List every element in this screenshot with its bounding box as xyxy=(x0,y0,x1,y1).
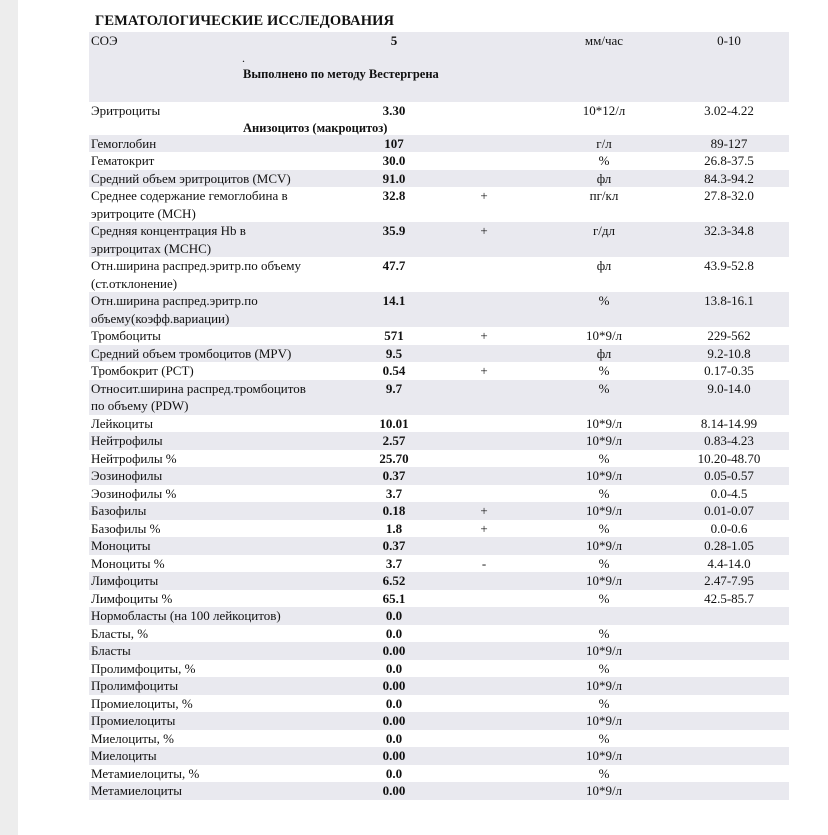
param-value: 91.0 xyxy=(382,170,406,186)
param-name: Лейкоциты xyxy=(91,415,153,431)
param-unit: 10*9/л xyxy=(585,748,623,763)
table-row xyxy=(89,485,789,503)
esr-name: СОЭ xyxy=(91,33,118,48)
param-value: 3.7 xyxy=(385,555,403,571)
anisocytosis-note: Анизоцитоз (макроцитоз) xyxy=(243,121,388,135)
param-ref: 42.5-85.7 xyxy=(704,590,754,606)
table-row xyxy=(89,747,789,765)
param-ref: 0.05-0.57 xyxy=(704,468,754,483)
table-row xyxy=(89,380,789,415)
table-row xyxy=(89,102,789,120)
param-ref: 0.17-0.35 xyxy=(704,363,754,378)
report-sheet xyxy=(18,0,828,835)
table-row xyxy=(89,537,789,555)
param-name: Бласты, % xyxy=(91,625,149,641)
param-flag: + xyxy=(480,520,488,536)
param-value: 10.01 xyxy=(379,415,409,431)
table-row xyxy=(89,502,789,520)
param-flag: + xyxy=(480,188,488,203)
param-unit: 10*9/л xyxy=(585,503,623,518)
param-unit: % xyxy=(598,485,610,501)
table-row xyxy=(89,345,789,363)
param-unit: % xyxy=(598,625,610,641)
table-row xyxy=(89,555,789,573)
param-value: 32.8 xyxy=(382,188,406,203)
param-value: 1.8 xyxy=(385,520,403,536)
table-row xyxy=(89,415,789,433)
param-ref: 9.2-10.8 xyxy=(707,345,751,361)
param-name: Тромбоциты xyxy=(91,328,161,343)
param-value: 0.0 xyxy=(385,765,403,781)
table-row xyxy=(89,362,789,380)
param-flag: + xyxy=(480,328,488,343)
esr-unit: мм/час xyxy=(584,33,624,48)
param-unit: % xyxy=(598,153,610,168)
param-value: 0.00 xyxy=(382,643,406,658)
param-name: Среднее содержание гемоглобина в xyxy=(91,188,288,203)
param-unit: 10*9/л xyxy=(585,713,623,728)
param-name: Миелоциты xyxy=(91,748,157,763)
param-name: Гематокрит xyxy=(91,153,155,168)
param-value: 0.0 xyxy=(385,608,403,623)
param-name: Метамиелоциты xyxy=(91,783,183,798)
table-row xyxy=(89,642,789,660)
param-value: 30.0 xyxy=(382,153,406,168)
param-name: Относит.ширина распред.тромбоцитов xyxy=(91,380,306,396)
table-row xyxy=(89,432,789,450)
param-ref: 2.47-7.95 xyxy=(704,573,754,588)
param-value: 3.30 xyxy=(382,103,406,118)
param-ref: 26.8-37.5 xyxy=(704,153,754,168)
param-value: 65.1 xyxy=(382,590,406,606)
param-ref: 8.14-14.99 xyxy=(700,415,758,431)
esr-value: 5 xyxy=(390,33,398,48)
param-unit: % xyxy=(598,730,610,746)
param-name: Тромбокрит (PCT) xyxy=(91,363,194,378)
param-unit: % xyxy=(598,363,610,378)
table-row xyxy=(89,327,789,345)
param-name: Средний объем эритроцитов (MCV) xyxy=(91,170,291,186)
param-unit: фл xyxy=(596,170,612,186)
param-value: 0.00 xyxy=(382,748,406,763)
param-unit: 10*9/л xyxy=(585,783,623,798)
param-name-cont: эритроцитах (MCHC) xyxy=(91,240,212,256)
param-value: 0.0 xyxy=(385,730,403,746)
param-name: Пролимфоциты, % xyxy=(91,660,196,676)
esr-row xyxy=(89,32,789,102)
param-unit: 10*9/л xyxy=(585,433,623,448)
param-ref: 229-562 xyxy=(707,328,751,343)
table-row xyxy=(89,660,789,678)
param-value: 3.7 xyxy=(385,485,403,501)
table-row xyxy=(89,572,789,590)
table-row xyxy=(89,187,789,222)
param-value: 0.00 xyxy=(382,678,406,693)
table-row xyxy=(89,695,789,713)
param-name: Отн.ширина распред.эритр.по объему xyxy=(91,258,301,273)
param-name: Метамиелоциты, % xyxy=(91,765,200,781)
param-name: Нормобласты (на 100 лейкоцитов) xyxy=(91,608,281,623)
param-value: 6.52 xyxy=(382,573,406,588)
param-name: Нейтрофилы % xyxy=(91,450,177,466)
param-ref: 9.0-14.0 xyxy=(707,380,751,396)
param-ref: 0.01-0.07 xyxy=(704,503,754,518)
param-name: Лимфоциты % xyxy=(91,590,173,606)
param-name: Базофилы xyxy=(91,503,147,518)
param-ref: 0.83-4.23 xyxy=(704,433,754,448)
param-flag: + xyxy=(480,223,488,238)
table-row xyxy=(89,467,789,485)
param-unit: 10*9/л xyxy=(585,643,623,658)
param-unit: 10*9/л xyxy=(585,468,623,483)
table-row xyxy=(89,765,789,783)
param-value: 571 xyxy=(384,328,404,343)
param-unit: % xyxy=(598,765,610,781)
param-value: 0.0 xyxy=(385,695,403,711)
table-row xyxy=(89,292,789,327)
param-value: 35.9 xyxy=(382,223,406,238)
table-row xyxy=(89,677,789,695)
param-name-cont: (ст.отклонение) xyxy=(91,275,178,291)
param-value: 25.70 xyxy=(379,450,409,466)
param-name: Эритроциты xyxy=(91,103,161,118)
param-ref: 4.4-14.0 xyxy=(707,555,751,571)
param-ref: 0.28-1.05 xyxy=(704,538,754,553)
param-name: Промиелоциты xyxy=(91,713,176,728)
table-row xyxy=(89,257,789,292)
param-name-cont: объему(коэфф.вариации) xyxy=(91,310,230,326)
param-value: 0.00 xyxy=(382,713,406,728)
param-name: Гемоглобин xyxy=(91,135,157,151)
param-value: 0.0 xyxy=(385,625,403,641)
param-unit: % xyxy=(598,660,610,676)
param-name: Эозинофилы xyxy=(91,468,163,483)
param-ref: 32.3-34.8 xyxy=(704,223,754,238)
param-value: 0.18 xyxy=(382,503,406,518)
table-row xyxy=(89,730,789,748)
param-value: 9.7 xyxy=(385,380,403,396)
param-value: 9.5 xyxy=(385,345,403,361)
table-row xyxy=(89,782,789,800)
table-row xyxy=(89,135,789,153)
table-row xyxy=(89,222,789,257)
param-unit: % xyxy=(598,450,610,466)
table-row xyxy=(89,170,789,188)
param-name: Лимфоциты xyxy=(91,573,159,588)
param-name: Средний объем тромбоцитов (MPV) xyxy=(91,345,292,361)
param-unit: фл xyxy=(596,258,612,273)
param-value: 0.00 xyxy=(382,783,406,798)
table-row xyxy=(89,450,789,468)
param-name: Нейтрофилы xyxy=(91,433,163,448)
param-value: 0.54 xyxy=(382,363,406,378)
table-row xyxy=(89,712,789,730)
table-row xyxy=(89,152,789,170)
param-name: Базофилы % xyxy=(91,520,161,536)
param-name: Моноциты xyxy=(91,538,151,553)
param-ref: 13.8-16.1 xyxy=(704,293,754,308)
param-unit: 10*9/л xyxy=(585,573,623,588)
param-value: 47.7 xyxy=(382,258,406,273)
param-name: Бласты xyxy=(91,643,131,658)
method-dot: . xyxy=(242,51,245,65)
param-ref: 89-127 xyxy=(710,135,748,151)
table-row xyxy=(89,520,789,538)
param-unit: % xyxy=(598,590,610,606)
param-flag: + xyxy=(480,503,488,518)
param-unit: фл xyxy=(596,345,612,361)
param-name: Миелоциты, % xyxy=(91,730,174,746)
esr-ref: 0-10 xyxy=(717,33,741,48)
param-name: Средняя концентрация Hb в xyxy=(91,223,246,238)
param-flag: + xyxy=(480,363,488,378)
param-ref: 84.3-94.2 xyxy=(704,170,754,186)
param-unit: % xyxy=(598,695,610,711)
param-ref: 0.0-4.5 xyxy=(710,485,748,501)
method-note: Выполнено по методу Вестергрена xyxy=(243,67,439,81)
param-unit: % xyxy=(598,293,610,308)
param-unit: % xyxy=(598,520,610,536)
param-unit: 10*9/л xyxy=(585,415,623,431)
param-ref: 0.0-0.6 xyxy=(710,520,748,536)
param-unit: пг/кл xyxy=(589,188,619,203)
table-row xyxy=(89,625,789,643)
param-unit: г/дл xyxy=(592,223,616,238)
param-ref: 43.9-52.8 xyxy=(704,258,754,273)
param-unit: % xyxy=(598,555,610,571)
param-unit: % xyxy=(598,380,610,396)
table-row xyxy=(89,590,789,608)
param-value: 2.57 xyxy=(382,433,406,448)
param-unit: 10*9/л xyxy=(585,678,623,693)
param-ref: 27.8-32.0 xyxy=(704,188,754,203)
param-unit: 10*9/л xyxy=(585,328,623,343)
param-value: 0.37 xyxy=(382,538,406,553)
param-ref: 3.02-4.22 xyxy=(704,103,754,118)
param-unit: г/л xyxy=(596,135,612,151)
param-name: Промиелоциты, % xyxy=(91,695,193,711)
table-row xyxy=(89,607,789,625)
param-value: 0.0 xyxy=(385,660,403,676)
param-value: 0.37 xyxy=(382,468,406,483)
param-ref: 10.20-48.70 xyxy=(697,450,761,466)
param-value: 107 xyxy=(384,135,404,151)
param-flag: - xyxy=(481,555,487,571)
section-title: ГЕМАТОЛОГИЧЕСКИЕ ИССЛЕДОВАНИЯ xyxy=(95,13,395,29)
param-value: 14.1 xyxy=(382,293,406,308)
param-name: Эозинофилы % xyxy=(91,485,177,501)
param-name: Моноциты % xyxy=(91,555,165,571)
param-name: Пролимфоциты xyxy=(91,678,179,693)
param-unit: 10*9/л xyxy=(585,538,623,553)
param-unit: 10*12/л xyxy=(582,103,626,118)
param-name-cont: по объему (PDW) xyxy=(91,398,189,413)
param-name: Отн.ширина распред.эритр.по xyxy=(91,293,258,308)
param-name-cont: эритроците (MCH) xyxy=(91,205,196,221)
